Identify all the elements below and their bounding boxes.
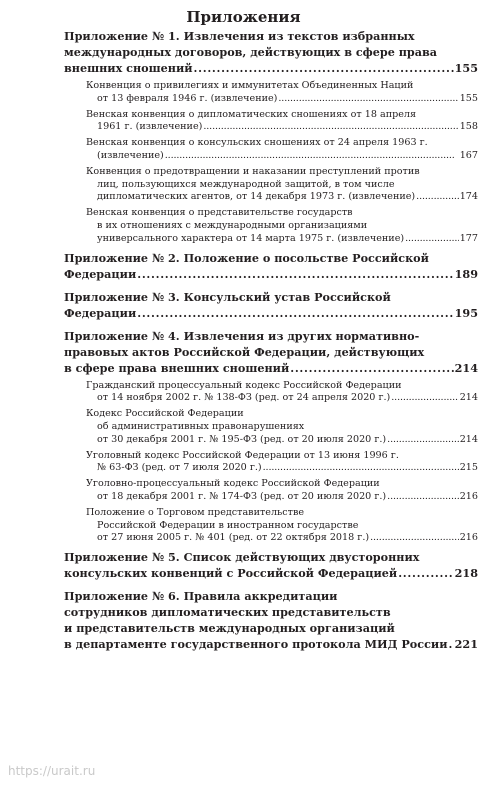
entry-last-line xyxy=(64,360,478,376)
entry-text-line: Приложение № 6. Правила аккредитации xyxy=(64,589,338,604)
page-number: 216 xyxy=(459,532,478,544)
entry-text-line: лиц, пользующихся международной защитой, в том числе xyxy=(97,178,395,190)
page-number: 189 xyxy=(454,266,478,281)
dot-leader xyxy=(449,636,454,652)
entry-last-line xyxy=(64,60,478,76)
page-number: 216 xyxy=(459,490,478,502)
entry-text-line: в сфере права внешних сношений xyxy=(64,360,290,375)
entry-text-line: от 13 февраля 1946 г. (извлечение) xyxy=(97,92,278,104)
page-number: 155 xyxy=(454,61,478,75)
toc-appendix-entry[interactable] xyxy=(64,588,478,652)
entry-last-line xyxy=(64,305,478,321)
entry-text-line: и представительств международных организаций xyxy=(64,621,395,636)
entry-last-line xyxy=(86,491,478,504)
toc-sub-entry[interactable] xyxy=(86,207,478,245)
table-of-contents xyxy=(64,28,478,652)
page-number: 177 xyxy=(459,232,478,244)
toc-appendix-entry[interactable] xyxy=(64,289,478,321)
entry-text-line: консульских конвенций с Российской Федерацией xyxy=(64,566,398,581)
toc-sub-entry[interactable] xyxy=(86,166,478,204)
entry-last-line xyxy=(64,565,478,581)
toc-sub-entry[interactable] xyxy=(86,408,478,446)
entry-text-line: Венская конвенция о консульских сношениях от 24 апреля 1963 г. xyxy=(86,137,428,149)
entry-text-line: Положение о Торговом представительстве xyxy=(86,506,305,518)
entry-text-line: Приложение № 4. Извлечения из других нормативно- xyxy=(64,328,420,343)
dot-leader xyxy=(405,233,459,246)
entry-last-line xyxy=(86,392,478,405)
toc-sub-entry[interactable] xyxy=(86,450,478,476)
entry-text-line: Уголовно-процессуальный кодекс Российской Федерации xyxy=(86,478,380,490)
dot-leader xyxy=(137,266,453,282)
entry-text-line: универсального характера от 14 марта 1975 г. (извлечение) xyxy=(97,232,405,244)
entry-text-line: от 14 ноября 2002 г. № 138-ФЗ (ред. от 24 апреля 2020 г.) xyxy=(97,392,391,404)
toc-sub-entry[interactable] xyxy=(86,507,478,545)
dot-leader xyxy=(387,491,459,504)
page-number: 167 xyxy=(459,149,478,161)
entry-last-line xyxy=(64,636,478,652)
entry-last-line xyxy=(86,121,478,134)
entry-text-line: Российской Федерации в иностранном государстве xyxy=(97,519,359,531)
dot-leader xyxy=(370,532,459,545)
entry-text-line: правовых актов Российской Федерации, действующих xyxy=(64,344,425,359)
entry-text-line: от 27 июня 2005 г. № 401 (ред. от 22 октября 2018 г.) xyxy=(97,532,370,544)
entry-text-line: Приложение № 2. Положение о посольстве Российской xyxy=(64,250,429,265)
entry-text-line: Кодекс Российской Федерации xyxy=(86,408,244,420)
page-number: 174 xyxy=(459,191,478,203)
dot-leader xyxy=(165,150,459,163)
toc-sub-entry[interactable] xyxy=(86,109,478,135)
entry-last-line xyxy=(86,434,478,447)
entry-text-line: в департаменте государственного протокола МИД России xyxy=(64,637,448,652)
entry-text-line: международных договоров, действующих в сфере права xyxy=(64,45,438,59)
toc-appendix-entry[interactable] xyxy=(64,328,478,376)
entry-text-line: Конвенция о предотвращении и наказании преступлений против xyxy=(86,165,420,177)
dot-leader xyxy=(398,565,453,581)
entry-text-line: 1961 г. (извлечение) xyxy=(97,121,203,133)
entry-text-line: Конвенция о привилегиях и иммунитетах Объединенных Наций xyxy=(86,80,414,91)
entry-text-line: об административных правонарушениях xyxy=(97,420,305,432)
toc-sub-entry[interactable] xyxy=(86,380,478,406)
entry-last-line xyxy=(86,532,478,545)
entry-text-line: дипломатических агентов, от 14 декабря 1973 г. (извлечение) xyxy=(97,191,416,203)
page-number: 214 xyxy=(459,433,478,445)
page-number: 214 xyxy=(454,360,478,375)
entry-text-line: сотрудников дипломатических представительств xyxy=(64,605,391,620)
site-watermark: https://urait.ru xyxy=(8,764,96,778)
toc-appendix-entry[interactable] xyxy=(64,28,478,76)
page-number: 214 xyxy=(459,392,478,404)
toc-sub-entry[interactable] xyxy=(86,80,478,106)
toc-sub-entry[interactable] xyxy=(86,478,478,504)
page-number: 155 xyxy=(459,92,478,104)
entry-text-line: от 30 декабря 2001 г. № 195-ФЗ (ред. от 20 июля 2020 г.) xyxy=(97,433,387,445)
dot-leader xyxy=(391,392,458,405)
entry-text-line: в их отношениях с международными организациями xyxy=(97,219,368,231)
page-title: Приложения xyxy=(186,8,301,26)
dot-leader xyxy=(137,305,453,321)
dot-leader xyxy=(278,93,458,106)
page-number: 218 xyxy=(454,566,478,581)
entry-last-line xyxy=(86,191,478,204)
entry-last-line xyxy=(86,150,478,163)
entry-last-line xyxy=(86,462,478,475)
entry-text-line: Приложение № 1. Извлечения из текстов избранных xyxy=(64,29,415,43)
dot-leader xyxy=(290,360,453,376)
page-number: 195 xyxy=(454,305,478,320)
entry-last-line xyxy=(86,233,478,246)
toc-appendix-entry[interactable] xyxy=(64,549,478,581)
entry-last-line xyxy=(64,266,478,282)
toc-appendix-entry[interactable] xyxy=(64,250,478,282)
page-number: 215 xyxy=(459,462,478,474)
entry-text-line: Федерации xyxy=(64,305,137,320)
dot-leader xyxy=(387,434,459,447)
entry-text-line: № 63-ФЗ (ред. от 7 июля 2020 г.) xyxy=(97,462,262,474)
entry-text-line: Приложение № 5. Список действующих двусторонних xyxy=(64,550,420,565)
entry-text-line: Федерации xyxy=(64,266,137,281)
entry-text-line: внешних сношений xyxy=(64,61,193,75)
entry-text-line: Уголовный кодекс Российской Федерации от 13 июня 1996 г. xyxy=(86,449,399,461)
page-number: 158 xyxy=(459,121,478,133)
page-number: 221 xyxy=(454,637,478,652)
entry-text-line: Приложение № 3. Консульский устав Российской xyxy=(64,289,391,304)
dot-leader xyxy=(263,462,459,475)
entry-text-line: Венская конвенция о представительстве государств xyxy=(86,207,353,219)
toc-sub-entry[interactable] xyxy=(86,137,478,163)
entry-last-line xyxy=(86,93,478,106)
dot-leader xyxy=(416,191,459,204)
entry-text-line: (извлечение) xyxy=(97,149,164,161)
dot-leader xyxy=(203,121,458,134)
entry-text-line: Гражданский процессуальный кодекс Российской Федерации xyxy=(86,379,402,391)
entry-text-line: от 18 декабря 2001 г. № 174-ФЗ (ред. от 20 июля 2020 г.) xyxy=(97,490,387,502)
entry-text-line: Венская конвенция о дипломатических сношениях от 18 апреля xyxy=(86,108,417,120)
dot-leader xyxy=(194,60,454,76)
